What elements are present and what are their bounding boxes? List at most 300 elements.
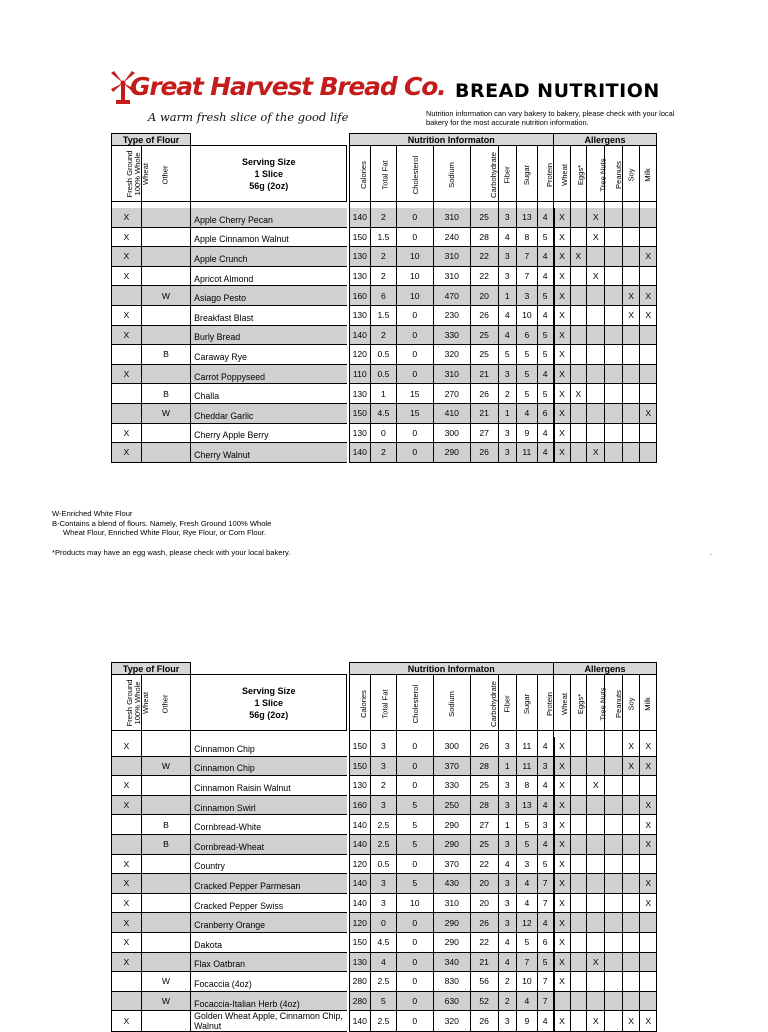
nutrient-value: 4 xyxy=(537,795,553,815)
nutrient-header xyxy=(470,675,498,731)
allergen-value xyxy=(605,345,622,365)
other-flour-cell xyxy=(141,874,190,894)
allergen-value: X xyxy=(640,737,657,757)
nutrient-value: 9 xyxy=(517,423,538,443)
allergen-value xyxy=(640,776,657,796)
nutrient-value: 28 xyxy=(470,227,498,247)
fresh-ground-cell: X xyxy=(112,443,142,463)
nutrient-value: 21 xyxy=(470,952,498,972)
nutrient-value: 26 xyxy=(470,443,498,463)
fresh-ground-cell: X xyxy=(112,776,142,796)
nutrient-value: 230 xyxy=(433,305,470,325)
nutrient-value: 130 xyxy=(349,305,371,325)
allergen-value: X xyxy=(622,286,639,306)
allergen-header-label: Peanuts xyxy=(614,160,624,189)
allergen-value: X xyxy=(554,345,570,365)
other-flour-cell xyxy=(141,737,190,757)
allergen-value xyxy=(554,991,570,1011)
allergen-header-label: Eggs* xyxy=(575,693,585,714)
table-row xyxy=(112,893,657,913)
table-row xyxy=(112,227,657,247)
nutrient-header-label: Cholesterol xyxy=(410,684,420,723)
allergen-value xyxy=(586,893,605,913)
column-header-row xyxy=(112,146,657,202)
nutrient-header-label: Total Fat xyxy=(380,688,390,719)
fresh-ground-cell: X xyxy=(112,364,142,384)
other-flour-cell xyxy=(141,325,190,345)
nutrient-value: 4.5 xyxy=(371,932,397,952)
nutrient-header xyxy=(433,146,470,202)
bread-name: Cheddar Garlic xyxy=(191,403,347,423)
nutrient-value: 11 xyxy=(517,756,538,776)
bread-name: Breakfast Blast xyxy=(191,305,347,325)
nutrition-header: Nutrition Informaton xyxy=(349,663,554,675)
nutrient-value: 3 xyxy=(498,893,517,913)
nutrient-header-label: Sugar xyxy=(522,693,532,714)
allergen-value xyxy=(640,913,657,933)
allergen-value: X xyxy=(640,795,657,815)
fresh-ground-cell: X xyxy=(112,305,142,325)
nutrient-value: 250 xyxy=(433,795,470,815)
nutrient-value: 5 xyxy=(396,834,433,854)
nutrient-value: 26 xyxy=(470,913,498,933)
allergen-value: X xyxy=(586,208,605,228)
nutrient-value: 3 xyxy=(498,874,517,894)
allergen-value xyxy=(586,345,605,365)
allergen-value xyxy=(570,208,586,228)
allergen-value: X xyxy=(640,305,657,325)
allergen-header-label: Peanuts xyxy=(614,689,624,718)
allergen-value xyxy=(586,364,605,384)
fresh-ground-cell: X xyxy=(112,874,142,894)
nutrient-header-label: Sugar xyxy=(522,164,532,185)
nutrient-value: 4 xyxy=(498,227,517,247)
allergen-value xyxy=(640,227,657,247)
nutrient-value: 10 xyxy=(517,305,538,325)
nutrient-value: 22 xyxy=(470,266,498,286)
allergen-value xyxy=(605,384,622,404)
table-row xyxy=(112,854,657,874)
nutrient-value: 0 xyxy=(396,913,433,933)
nutrient-value: 3 xyxy=(498,776,517,796)
nutrient-value: 120 xyxy=(349,345,371,365)
allergen-value xyxy=(586,972,605,992)
nutrient-value: 7 xyxy=(517,266,538,286)
nutrient-value: 26 xyxy=(470,737,498,757)
bread-name: Dakota xyxy=(191,932,347,952)
nutrient-value: 25 xyxy=(470,325,498,345)
nutrient-value: 22 xyxy=(470,854,498,874)
serving-size-header xyxy=(191,146,347,202)
bread-name: Cherry Walnut xyxy=(191,443,347,463)
allergen-value xyxy=(605,364,622,384)
nutrient-value: 0 xyxy=(396,854,433,874)
brand-name: Great Harvest Bread Co. xyxy=(130,72,446,101)
nutrient-value: 0 xyxy=(396,345,433,365)
nutrient-value: 4 xyxy=(517,403,538,423)
nutrient-value: 5 xyxy=(498,345,517,365)
nutrient-value: 4 xyxy=(537,364,553,384)
other-flour-cell: B xyxy=(141,384,190,404)
nutrient-value: 370 xyxy=(433,756,470,776)
allergen-value xyxy=(622,345,639,365)
allergen-header xyxy=(605,146,622,202)
nutrient-header-label: Calories xyxy=(358,160,368,189)
allergen-value xyxy=(622,815,639,835)
allergen-value: X xyxy=(586,227,605,247)
fresh-ground-cell xyxy=(112,345,142,365)
allergen-value: X xyxy=(640,874,657,894)
serving-line-1: Serving Size xyxy=(242,156,296,167)
allergen-header-label: Milk xyxy=(643,167,653,182)
allergen-value xyxy=(586,854,605,874)
allergen-value xyxy=(570,834,586,854)
allergen-value: X xyxy=(640,815,657,835)
nutrition-table-1 xyxy=(111,133,657,463)
nutrient-value: 160 xyxy=(349,286,371,306)
nutrient-value: 2 xyxy=(371,247,397,267)
nutrient-value: 22 xyxy=(470,247,498,267)
nutrient-value: 5 xyxy=(396,815,433,835)
nutrient-value: 10 xyxy=(517,972,538,992)
other-flour-cell xyxy=(141,423,190,443)
allergen-value xyxy=(640,932,657,952)
brand-tagline: A warm fresh slice of the good life xyxy=(148,110,349,124)
allergen-value xyxy=(605,737,622,757)
other-flour-cell xyxy=(141,305,190,325)
nutrient-value: 15 xyxy=(396,384,433,404)
allergen-header xyxy=(640,146,657,202)
allergen-header xyxy=(640,675,657,731)
nutrient-value: 21 xyxy=(470,403,498,423)
allergen-value xyxy=(605,1011,622,1032)
nutrient-value: 10 xyxy=(396,286,433,306)
allergen-value xyxy=(586,247,605,267)
nutrient-value: 0 xyxy=(396,325,433,345)
bread-name: Country xyxy=(191,854,347,874)
nutrient-value: 0 xyxy=(396,991,433,1011)
nutrient-value: 5 xyxy=(517,384,538,404)
allergen-value xyxy=(622,247,639,267)
allergen-value xyxy=(622,384,639,404)
allergen-value: X xyxy=(554,932,570,952)
allergen-value xyxy=(605,795,622,815)
allergen-header xyxy=(570,675,586,731)
allergen-value: X xyxy=(554,834,570,854)
nutrient-value: 7 xyxy=(517,247,538,267)
nutrient-value: 7 xyxy=(537,972,553,992)
nutrient-value: 1 xyxy=(371,384,397,404)
footnote-b-cont: Wheat Flour, Enriched White Flour, Rye Flour, or Corn Flour. xyxy=(63,528,266,537)
bread-name: Cornbread-White xyxy=(191,815,347,835)
allergen-value xyxy=(605,227,622,247)
nutrient-value: 11 xyxy=(517,737,538,757)
table-row xyxy=(112,325,657,345)
nutrient-value: 4 xyxy=(517,874,538,894)
nutrient-value: 10 xyxy=(396,247,433,267)
allergen-value xyxy=(570,403,586,423)
nutrient-header xyxy=(537,146,553,202)
nutrient-value: 3 xyxy=(498,1011,517,1032)
nutrient-value: 340 xyxy=(433,952,470,972)
allergen-value xyxy=(586,756,605,776)
fresh-ground-cell: X xyxy=(112,854,142,874)
allergen-value: X xyxy=(554,756,570,776)
allergen-value xyxy=(640,384,657,404)
nutrient-value: 110 xyxy=(349,364,371,384)
bread-name: Cracked Pepper Parmesan xyxy=(191,874,347,894)
allergen-header-label: Soy xyxy=(626,167,636,182)
nutrient-header xyxy=(349,146,371,202)
allergen-value: X xyxy=(640,1011,657,1032)
allergen-value: X xyxy=(554,874,570,894)
nutrition-table-2 xyxy=(111,662,657,1032)
nutrient-value: 7 xyxy=(537,874,553,894)
allergen-value: X xyxy=(554,423,570,443)
fresh-ground-cell xyxy=(112,991,142,1011)
nutrient-value: 4 xyxy=(537,266,553,286)
allergen-header xyxy=(554,146,570,202)
allergen-value: X xyxy=(570,384,586,404)
allergen-header xyxy=(554,675,570,731)
other-flour-cell xyxy=(141,443,190,463)
allergen-value xyxy=(570,815,586,835)
nutrient-value: 6 xyxy=(537,932,553,952)
nutrient-value: 5 xyxy=(371,991,397,1011)
nutrient-value: 1 xyxy=(498,815,517,835)
nutrient-header xyxy=(371,146,397,202)
nutrient-value: 1 xyxy=(498,286,517,306)
allergen-value: X xyxy=(586,266,605,286)
allergen-value xyxy=(570,364,586,384)
allergen-value xyxy=(640,423,657,443)
table-row xyxy=(112,776,657,796)
nutrient-header-label: Cholesterol xyxy=(410,155,420,194)
nutrient-value: 0 xyxy=(396,227,433,247)
allergen-value xyxy=(605,443,622,463)
allergen-header xyxy=(570,146,586,202)
nutrient-value: 140 xyxy=(349,325,371,345)
nutrient-value: 1 xyxy=(498,403,517,423)
type-of-flour-header: Type of Flour xyxy=(112,663,191,675)
allergen-value xyxy=(605,247,622,267)
allergen-value: X xyxy=(622,305,639,325)
allergen-value xyxy=(622,952,639,972)
nutrient-value: 3 xyxy=(498,364,517,384)
allergen-value xyxy=(605,403,622,423)
nutrient-header-label: Carbohydrate xyxy=(488,151,498,198)
nutrient-value: 130 xyxy=(349,384,371,404)
allergen-value xyxy=(605,874,622,894)
nutrient-value: 3 xyxy=(371,756,397,776)
nutrient-value: 160 xyxy=(349,795,371,815)
fresh-ground-cell: X xyxy=(112,423,142,443)
nutrient-header xyxy=(396,675,433,731)
nutrient-value: 2 xyxy=(371,776,397,796)
other-flour-cell: B xyxy=(141,815,190,835)
nutrient-value: 2 xyxy=(498,972,517,992)
allergen-value xyxy=(570,286,586,306)
table-row xyxy=(112,403,657,423)
bread-name: Cinnamon Chip xyxy=(191,756,347,776)
allergen-value xyxy=(586,325,605,345)
nutrient-header-label: Fiber xyxy=(502,694,512,713)
allergen-value xyxy=(605,756,622,776)
nutrient-value: 0 xyxy=(396,208,433,228)
nutrient-value: 26 xyxy=(470,384,498,404)
allergen-value xyxy=(622,208,639,228)
nutrient-value: 5 xyxy=(517,834,538,854)
allergens-header: Allergens xyxy=(554,134,657,146)
allergen-value xyxy=(570,932,586,952)
fresh-ground-cell: X xyxy=(112,932,142,952)
other-flour-cell: W xyxy=(141,972,190,992)
allergen-value xyxy=(570,305,586,325)
other-flour-cell xyxy=(141,795,190,815)
allergen-value: X xyxy=(570,247,586,267)
nutrient-value: 0.5 xyxy=(371,854,397,874)
table-row xyxy=(112,247,657,267)
allergen-value xyxy=(605,834,622,854)
fresh-ground-cell xyxy=(112,834,142,854)
nutrient-value: 0 xyxy=(396,443,433,463)
nutrient-value: 320 xyxy=(433,1011,470,1032)
allergen-value xyxy=(622,423,639,443)
nutrient-header-label: Total Fat xyxy=(380,159,390,190)
allergen-value: X xyxy=(554,776,570,796)
nutrient-value: 300 xyxy=(433,737,470,757)
nutrient-value: 2 xyxy=(498,384,517,404)
allergen-header xyxy=(586,146,608,202)
nutrient-value: 3 xyxy=(371,874,397,894)
nutrient-header-label: Sodium xyxy=(446,690,456,717)
nutrient-value: 150 xyxy=(349,737,371,757)
nutrient-value: 0 xyxy=(396,1011,433,1032)
allergen-header xyxy=(605,675,622,731)
nutrient-value: 3 xyxy=(371,893,397,913)
bread-name: Golden Wheat Apple, Cinnamon Chip, Walnut xyxy=(191,1011,347,1032)
allergen-value: X xyxy=(640,247,657,267)
allergen-value: X xyxy=(554,1011,570,1032)
allergen-header-label: Milk xyxy=(643,696,653,711)
allergen-value xyxy=(605,972,622,992)
nutrient-value: 11 xyxy=(517,443,538,463)
allergen-value: X xyxy=(640,756,657,776)
nutrient-value: 4 xyxy=(537,247,553,267)
serving-line-2: 1 Slice xyxy=(254,697,284,708)
allergen-value xyxy=(622,991,639,1011)
allergen-value xyxy=(586,737,605,757)
nutrient-value: 3 xyxy=(498,737,517,757)
nutrient-header xyxy=(498,146,517,202)
nutrient-value: 4 xyxy=(498,325,517,345)
allergens-header: Allergens xyxy=(554,663,657,675)
allergen-value xyxy=(605,286,622,306)
allergen-header-label: Eggs* xyxy=(575,164,585,185)
nutrient-value: 0 xyxy=(396,305,433,325)
allergen-value xyxy=(622,874,639,894)
nutrient-value: 0 xyxy=(396,364,433,384)
nutrient-value: 280 xyxy=(349,972,371,992)
allergen-value xyxy=(586,834,605,854)
nutrient-header-label: Carbohydrate xyxy=(488,680,498,727)
nutrient-value: 20 xyxy=(470,286,498,306)
allergen-value xyxy=(622,227,639,247)
nutrient-value: 4 xyxy=(498,932,517,952)
allergen-value xyxy=(570,737,586,757)
nutrient-value: 2 xyxy=(371,325,397,345)
nutrient-value: 4 xyxy=(517,893,538,913)
nutrient-value: 0 xyxy=(396,423,433,443)
bread-name: Flax Oatbran xyxy=(191,952,347,972)
allergen-value xyxy=(605,423,622,443)
other-flour-cell: W xyxy=(141,286,190,306)
fresh-ground-cell: X xyxy=(112,266,142,286)
other-flour-cell xyxy=(141,266,190,286)
allergen-value xyxy=(605,932,622,952)
allergen-header-label: Wheat xyxy=(560,163,570,186)
other-flour-cell xyxy=(141,913,190,933)
nutrient-value: 290 xyxy=(433,815,470,835)
allergen-value: X xyxy=(554,227,570,247)
nutrient-value: 140 xyxy=(349,1011,371,1032)
bread-name: Cracked Pepper Swiss xyxy=(191,893,347,913)
bread-name: Apple Cinnamon Walnut xyxy=(191,227,347,247)
nutrient-value: 310 xyxy=(433,208,470,228)
table-row xyxy=(112,952,657,972)
nutrient-value: 2 xyxy=(371,266,397,286)
nutrient-value: 25 xyxy=(470,834,498,854)
table-row xyxy=(112,384,657,404)
nutrient-value: 830 xyxy=(433,972,470,992)
allergen-value xyxy=(570,893,586,913)
disclaimer-note: Nutrition information can vary bakery to bakery, please check with your local bakery for the most accurate nutrition information. xyxy=(426,109,675,127)
allergen-value xyxy=(640,443,657,463)
nutrient-value: 9 xyxy=(517,1011,538,1032)
other-flour-cell: W xyxy=(141,756,190,776)
allergen-value xyxy=(586,795,605,815)
other-flour-cell xyxy=(141,952,190,972)
nutrient-value: 410 xyxy=(433,403,470,423)
serving-size-header xyxy=(191,675,347,731)
nutrient-header-label: Protein xyxy=(544,162,554,187)
nutrient-value: 0 xyxy=(396,972,433,992)
allergen-value: X xyxy=(554,893,570,913)
allergen-value: X xyxy=(640,893,657,913)
allergen-value: X xyxy=(586,443,605,463)
other-flour-cell: W xyxy=(141,991,190,1011)
fresh-ground-cell: X xyxy=(112,737,142,757)
nutrient-value: 3 xyxy=(498,913,517,933)
nutrient-value: 310 xyxy=(433,266,470,286)
nutrient-value: 10 xyxy=(396,893,433,913)
header-gap xyxy=(191,134,349,146)
nutrient-value: 10 xyxy=(396,266,433,286)
fresh-ground-cell xyxy=(112,286,142,306)
table-row xyxy=(112,913,657,933)
nutrient-value: 290 xyxy=(433,932,470,952)
serving-line-3: 56g (2oz) xyxy=(249,709,289,720)
allergen-value: X xyxy=(554,737,570,757)
nutrient-value: 5 xyxy=(537,854,553,874)
allergen-value xyxy=(622,443,639,463)
allergen-value xyxy=(570,756,586,776)
table-row xyxy=(112,972,657,992)
nutrient-value: 6 xyxy=(537,403,553,423)
allergen-value: X xyxy=(640,834,657,854)
allergen-value xyxy=(622,932,639,952)
nutrient-value: 26 xyxy=(470,1011,498,1032)
